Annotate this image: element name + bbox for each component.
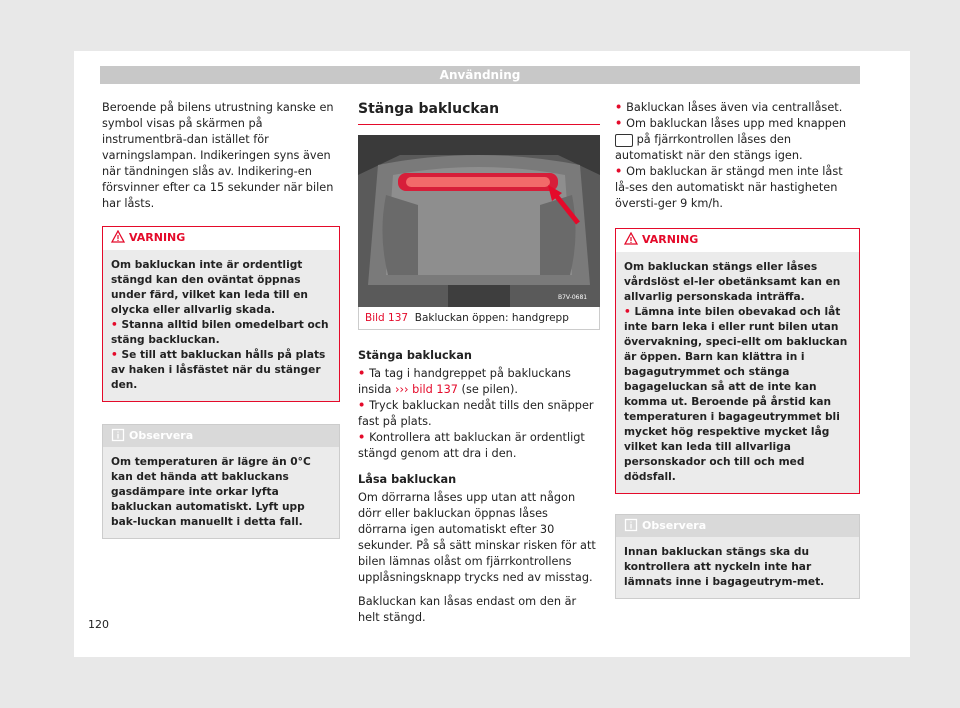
info-icon: [624, 518, 638, 532]
warning-body: [103, 250, 339, 401]
note-body: [616, 537, 859, 598]
figure-label: Bild 137: [365, 312, 409, 324]
note-text: Innan bakluckan stängs ska du kontrollera att nyckeln inte har lämnats inne i bagageutrym-met.: [624, 546, 825, 588]
warning-box: [102, 226, 340, 402]
list-item: • Om bakluckan är stängd men inte låst lå-ses den automatiskt när hastigheten översti-ger 9 km/h.: [615, 164, 860, 212]
note-title: Observera: [642, 519, 707, 532]
list-item: • Bakluckan låses även via centrallåset.: [615, 100, 860, 116]
subheading-lock: Låsa bakluckan: [358, 473, 457, 486]
column-1: [102, 100, 340, 539]
trunk-key-icon: [615, 134, 633, 147]
warning-body: [616, 252, 859, 493]
note-body: [103, 447, 339, 538]
subheading-close: Stänga bakluckan: [358, 349, 472, 362]
figure-code: B7V-0681: [558, 294, 588, 301]
paragraph: Bakluckan kan låsas endast om den är helt stängd.: [358, 595, 577, 624]
step-text: Ta tag i handgreppet på bakluckans insida: [358, 367, 571, 396]
info-icon: [111, 428, 125, 442]
step-item: • Tryck bakluckan nedåt tills den snäpper fast på plats.: [358, 398, 600, 430]
note-title: Observera: [129, 429, 194, 442]
step-item: [358, 366, 600, 398]
warning-title: VARNING: [642, 233, 699, 246]
tailgate-illustration: [358, 135, 600, 307]
ref-arrow: ›››: [395, 383, 409, 396]
column-2: [358, 100, 600, 634]
note-box: [615, 514, 860, 599]
warning-header: [616, 229, 859, 252]
warning-text: Om bakluckan inte är ordentligt stängd kan den oväntat öppnas under färd, vilket kan leda till en olycka eller allvarlig skada.: [111, 259, 308, 316]
note-header: [103, 425, 339, 447]
warning-header: [103, 227, 339, 250]
note-header: [616, 515, 859, 537]
figure-caption: [358, 307, 600, 330]
step-text: (se pilen).: [461, 383, 518, 396]
warning-bullet: • Se till att bakluckan hålls på plats av haken i låsfästet när du stänger den.: [111, 348, 331, 393]
warning-bullet: • Stanna alltid bilen omedelbart och stäng backluckan.: [111, 318, 331, 348]
warning-box: [615, 228, 860, 494]
intro-text: Beroende på bilens utrustning kanske en symbol visas på skärmen på instrumentbrä-dan istället för varningslampan. Indikeringen syns även när tändningen slås av. Indikering-en försvinner efter ca 15 sekunder när bilen har låsts.: [102, 101, 334, 210]
figure-caption-text: Bakluckan öppen: handgrepp: [414, 312, 569, 324]
warning-bullet: • Lämna inte bilen obevakad och låt inte barn leka i eller runt bilen utan övervakning, speci-ellt om bakluckan är öppen. Barn kan klättra in i bagagutrymmet och stänga bagageluckan så att de inte kan komma ut. Beroende på årstid kan temperaturen i bagageutrymmet bli mycket hög respektive mycket låg vilket kan leda till allvarliga personskador och till och med dödsfall.: [624, 305, 851, 485]
column-3: [615, 100, 860, 599]
list-text: Om bakluckan låses upp med knappen: [626, 117, 847, 130]
figure-link[interactable]: bild 137: [412, 383, 458, 396]
warning-triangle-icon: [111, 230, 125, 244]
warning-text: Om bakluckan stängs eller låses vårdslöst el-ler obetänksamt kan en allvarlig personskada inträffa.: [624, 261, 841, 303]
page-number: 120: [88, 618, 109, 631]
section-title: Stänga bakluckan: [358, 100, 600, 125]
step-item: • Kontrollera att bakluckan är ordentligt stängd genom att dra i den.: [358, 430, 600, 462]
paragraph: Om dörrarna låses upp utan att någon dörr eller bakluckan öppnas låses dörrarna igen automatiskt efter 30 sekunder. På så sätt minskar risken för att bilen lämnas olåst om fjärrkontrollens upplåsningsknapp trycks ned av misstag.: [358, 491, 596, 584]
warning-triangle-icon: [624, 232, 638, 246]
list-item: [615, 116, 860, 164]
note-text: Om temperaturen är lägre än 0°C kan det hända att bakluckans gasdämpare inte orkar lyfta bakluckan automatiskt. Lyft upp bak-luckan manuellt i detta fall.: [111, 456, 311, 528]
warning-title: VARNING: [129, 231, 186, 244]
figure-tailgate: [358, 135, 600, 307]
note-box: [102, 424, 340, 539]
section-header: Användning: [100, 66, 860, 84]
list-text: på fjärrkontrollen låses den automatiskt när den stängs igen.: [615, 133, 803, 162]
